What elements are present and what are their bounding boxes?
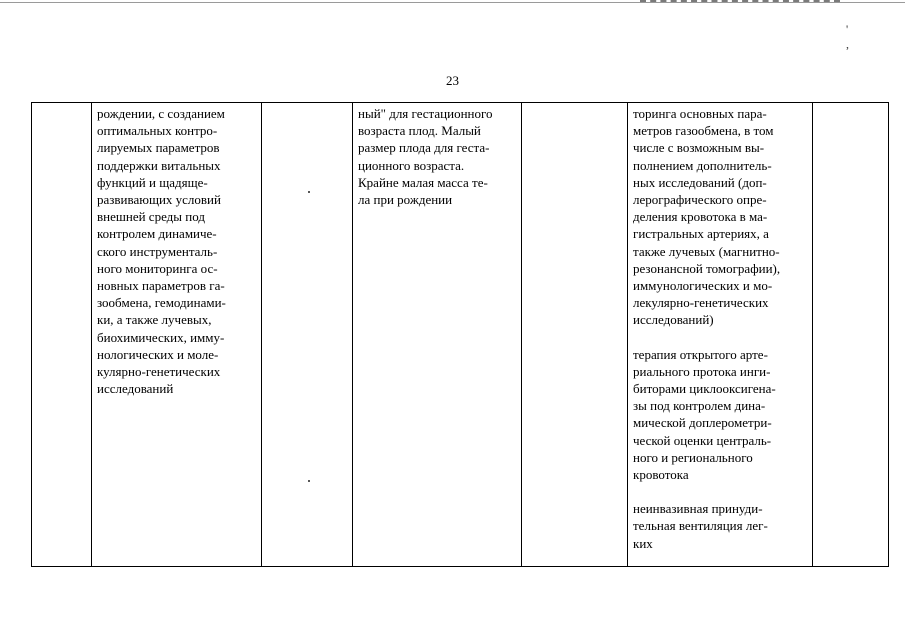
text-line: исследований: [97, 381, 174, 397]
text-line: нологических и моле-: [97, 346, 219, 362]
text-line: иммунологических и мо-: [633, 278, 773, 294]
text-line: деления кровотока в ма-: [633, 209, 768, 225]
text-line: развивающих условий: [97, 192, 221, 208]
column-divider-2: [261, 103, 262, 566]
text-line: функций и щадяще-: [97, 174, 208, 190]
text-line: терапия открытого арте-: [633, 346, 768, 362]
text-line: новных параметров га-: [97, 278, 225, 294]
column-divider-1: [91, 103, 92, 566]
text-line: размер плода для геста-: [358, 140, 490, 156]
text-line: лерографического опре-: [633, 192, 767, 208]
text-line: лекулярно-генетических: [633, 295, 769, 311]
column-divider-6: [812, 103, 813, 566]
scan-speck: [308, 480, 310, 482]
text-line: кулярно-генетических: [97, 364, 221, 380]
text-line: метров газообмена, в том: [633, 123, 774, 139]
text-line: кровотока: [633, 467, 689, 483]
cell-diagnosis: [358, 105, 516, 208]
text-line: мической доплерометри-: [633, 415, 772, 431]
paragraph-ventilation: [633, 500, 807, 552]
text-line: полнением дополнитель-: [633, 157, 772, 173]
text-line: ного и регионального: [633, 449, 753, 465]
text-line: зообмена, гемодинами-: [97, 295, 226, 311]
text-line: оптимальных контро-: [97, 123, 218, 139]
text-line: неинвазивная принуди-: [633, 501, 763, 517]
column-divider-3: [352, 103, 353, 566]
paragraph-gap: [633, 329, 807, 346]
text-line: также лучевых (магнитно-: [633, 243, 780, 259]
text-line: исследований): [633, 312, 714, 328]
text-line: гистральных артериях, а: [633, 226, 769, 242]
text-line: ла при рождении: [358, 192, 453, 208]
paragraph-monitoring: [633, 105, 807, 329]
text-line: торинга основных пара-: [633, 106, 767, 121]
text-line: ный" для гестационного: [358, 106, 493, 121]
text-line: ского инструменталь-: [97, 243, 218, 259]
text-line: поддержки витальных: [97, 157, 221, 173]
text-line: ки, а также лучевых,: [97, 312, 212, 328]
text-line: лируемых параметров: [97, 140, 220, 156]
text-line: резонансной томографии),: [633, 260, 781, 276]
cell-treatment-methods: [633, 105, 807, 552]
text-line: биторами циклооксигена-: [633, 381, 776, 397]
text-line: тельная вентиляция лег-: [633, 518, 768, 534]
text-line: Крайне малая масса те-: [358, 174, 488, 190]
document-table: [31, 102, 889, 567]
text-line: биохимических, имму-: [97, 329, 225, 345]
text-line: возраста плод. Малый: [358, 123, 481, 139]
scan-speck: [308, 191, 310, 193]
text-line: ционного возраста.: [358, 157, 465, 173]
text-line: ческой оценки централь-: [633, 432, 772, 448]
scan-top-marks: [640, 0, 840, 4]
column-divider-5: [627, 103, 628, 566]
text-line: ного мониторинга ос-: [97, 260, 218, 276]
cell-conditions-treatment: [97, 105, 255, 397]
text-line: зы под контролем дина-: [633, 398, 766, 414]
column-divider-4: [521, 103, 522, 566]
text-line: риального протока инги-: [633, 363, 771, 379]
text-line: ных исследований (доп-: [633, 174, 767, 190]
text-line: контролем динамиче-: [97, 226, 217, 242]
text-line: ких: [633, 535, 653, 551]
paragraph-gap: [633, 483, 807, 500]
text-line: числе с возможным вы-: [633, 140, 765, 156]
text-line: внешней среды под: [97, 209, 205, 225]
corner-marks: ' ,: [846, 22, 877, 51]
paragraph-ductus-therapy: [633, 346, 807, 484]
page-number: 23: [446, 73, 459, 88]
text-line: рождении, с созданием: [97, 106, 225, 121]
